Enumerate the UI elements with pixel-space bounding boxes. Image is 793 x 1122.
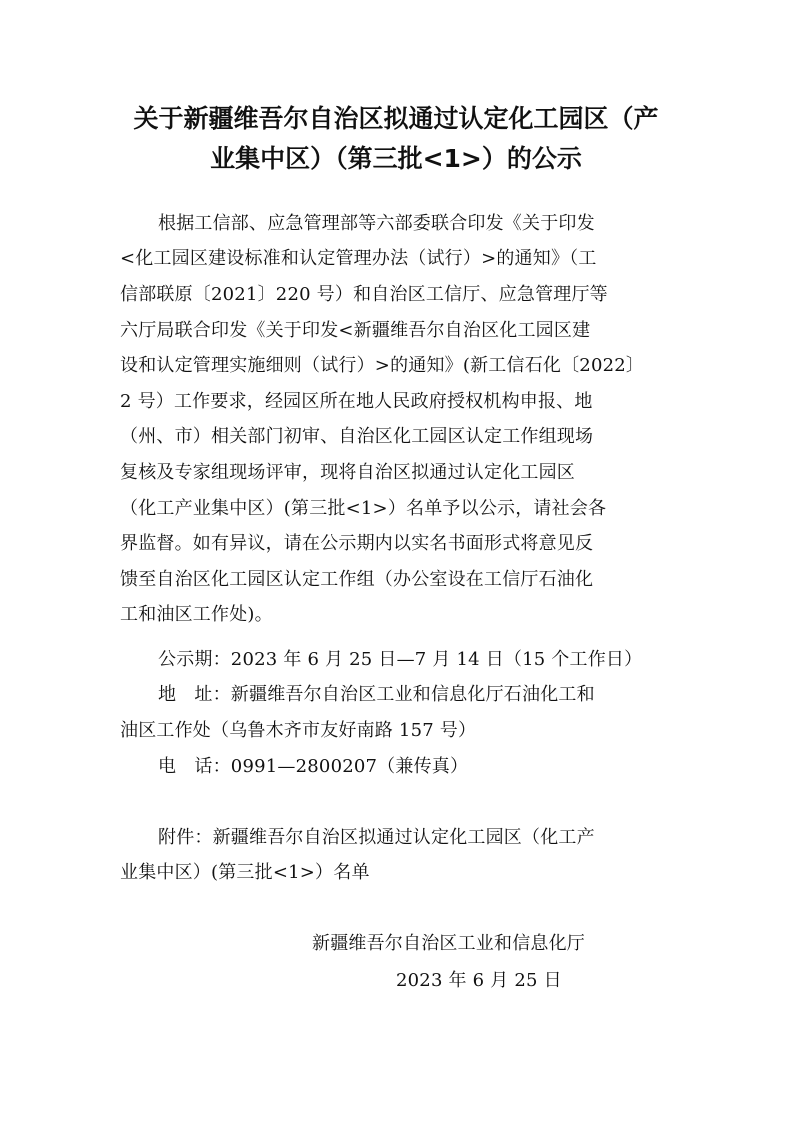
body-line-8: 复核及专家组现场评审，现将自治区拟通过认定化工园区	[120, 462, 575, 483]
phone-line: 电 话：0991—2800207（兼传真）	[158, 756, 469, 777]
body-line-2: <化工园区建设标准和认定管理办法（试行）>的通知》（工	[120, 248, 597, 269]
document-title-line-2: 业集中区）（第三批<1>）的公示	[210, 144, 582, 173]
body-line-11: 馈至自治区化工园区认定工作组（办公室设在工信厅石油化	[120, 569, 594, 590]
issue-date: 2023 年 6 月 25 日	[396, 970, 562, 991]
address-line-2: 油区工作处（乌鲁木齐市友好南路 157 号）	[120, 720, 477, 741]
attachment-line-1: 附件：新疆维吾尔自治区拟通过认定化工园区（化工产	[158, 827, 595, 848]
body-line-6: 2 号）工作要求，经园区所在地人民政府授权机构申报、地	[120, 391, 593, 412]
body-line-1: 根据工信部、应急管理部等六部委联合印发《关于印发	[158, 213, 595, 234]
document-title-line-1: 关于新疆维吾尔自治区拟通过认定化工园区（产	[133, 104, 659, 133]
body-line-5: 设和认定管理实施细则（试行）>的通知》(新工信石化〔2022〕	[120, 355, 645, 376]
body-line-9: （化工产业集中区）(第三批<1>）名单予以公示，请社会各	[120, 498, 607, 519]
body-line-10: 界监督。如有异议，请在公示期内以实名书面形式将意见反	[120, 533, 594, 554]
body-line-4: 六厅局联合印发《关于印发<新疆维吾尔自治区化工园区建	[120, 320, 591, 341]
body-line-12: 工和油区工作处)。	[120, 604, 273, 625]
address-line-1: 地 址：新疆维吾尔自治区工业和信息化厅石油化工和	[158, 684, 595, 705]
body-line-7: （州、市）相关部门初审、自治区化工园区认定工作组现场	[120, 426, 594, 447]
attachment-line-2: 业集中区）(第三批<1>）名单	[120, 862, 370, 883]
issuer-signature: 新疆维吾尔自治区工业和信息化厅	[312, 933, 585, 954]
notice-period: 公示期：2023 年 6 月 25 日—7 月 14 日（15 个工作日）	[158, 649, 643, 670]
body-line-3: 信部联原〔2021〕220 号）和自治区工信厅、应急管理厅等	[120, 284, 608, 305]
